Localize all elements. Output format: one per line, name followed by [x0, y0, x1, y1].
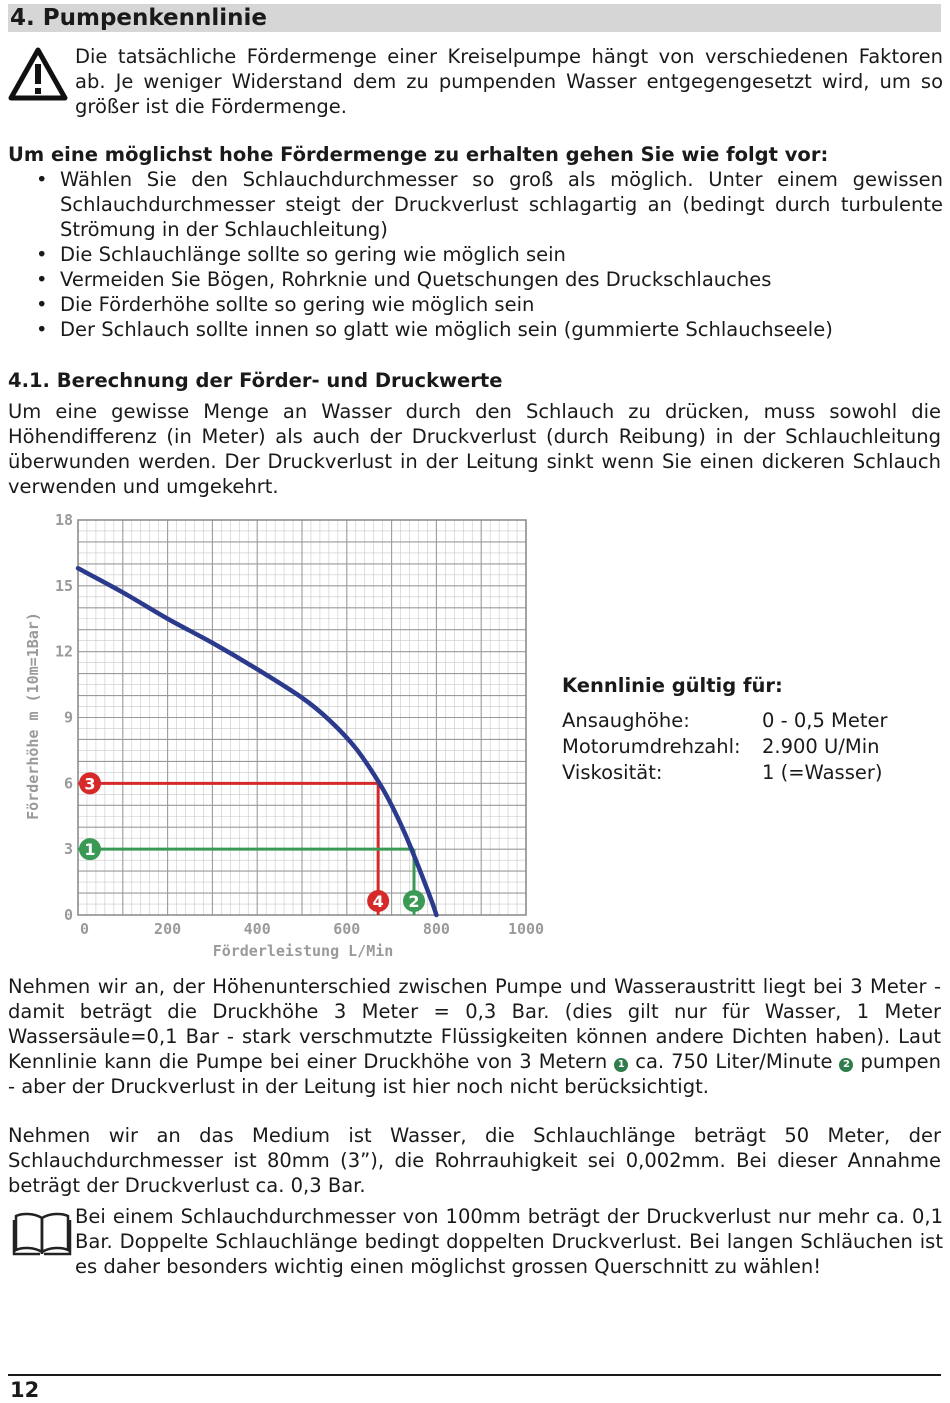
marker-2-icon: 2	[839, 1058, 853, 1072]
spec-value: 1 (=Wasser)	[762, 761, 883, 784]
warning-icon	[8, 46, 68, 102]
annotation-marker-2	[403, 890, 425, 912]
spec-block	[562, 673, 942, 786]
footer-rule	[8, 1374, 941, 1376]
y-axis-label: Förderhöhe m (10m=1Bar)	[24, 612, 42, 820]
spec-label: Motorumdrehzahl:	[562, 735, 741, 758]
annotation-marker-4	[367, 890, 389, 912]
book-icon	[12, 1210, 72, 1256]
example-paragraph: Nehmen wir an, der Höhenunterschied zwischen Pumpe und Wasseraustritt liegt bei 3 Meter - damit beträgt die Druckhöhe 3 Meter = 0,3 Bar. (dies gilt nur für Wasser, 1 Meter Wassersäule=0,1 Bar - stark verschmutzte Flüssigkeiten können andere Dichten haben). Laut Kennlinie kann die Pumpe bei einer Druckhöhe von 3 Metern 1 ca. 750 Liter/Minute 2 pumpen - aber der Druckverlust in der Leitung ist hier noch nicht berücksichtigt.	[8, 975, 941, 1098]
list-item: • Der Schlauch sollte innen so glatt wie möglich sein (gummierte Schlauchseele)	[36, 318, 833, 341]
bullet-icon: •	[36, 243, 48, 266]
y-tick-label: 0	[63, 906, 73, 924]
spec-value: 0 - 0,5 Meter	[762, 709, 888, 732]
spec-value: 2.900 U/Min	[762, 735, 880, 758]
list-item: • Vermeiden Sie Bögen, Rohrknie und Quetschungen des Druckschlauches	[36, 268, 772, 291]
spec-row	[562, 760, 942, 786]
x-tick-label: 1000	[507, 920, 545, 938]
bullet-icon: •	[36, 293, 48, 316]
annotation-marker-1	[79, 838, 101, 860]
spec-row	[562, 734, 942, 760]
tips-heading: Um eine möglichst hohe Fördermenge zu erhalten gehen Sie wie folgt vor:	[8, 143, 829, 166]
marker-label: 1	[84, 840, 96, 860]
pump-curve-chart	[0, 500, 560, 970]
marker-label: 3	[84, 774, 96, 794]
x-tick-label: 400	[243, 920, 271, 938]
marker-label: 4	[372, 892, 384, 911]
y-tick-label: 18	[54, 511, 73, 529]
list-item: • Die Schlauchlänge sollte so gering wie möglich sein	[36, 243, 566, 266]
tips-list	[8, 167, 943, 342]
bullet-icon: •	[36, 318, 48, 341]
x-tick-label: 800	[422, 920, 450, 938]
y-tick-label: 15	[54, 576, 73, 595]
x-tick-label: 0	[80, 920, 90, 938]
y-tick-label: 9	[63, 708, 73, 727]
spec-row	[562, 708, 942, 734]
y-tick-label: 6	[63, 774, 73, 793]
marker-1-icon: 1	[614, 1058, 628, 1072]
pressure-loss-paragraph: Nehmen wir an das Medium ist Wasser, die Schlauchlänge beträgt 50 Meter, der Schlauchdurchmesser ist 80mm (3”), die Rohrrauhigkeit sei 0,002mm. Bei dieser Annahme beträgt der Druckverlust ca. 0,3 Bar.	[8, 1124, 941, 1197]
warning-text: Die tatsächliche Fördermenge einer Kreiselpumpe hängt von verschiedenen Faktoren ab. Je weniger Widerstand dem zu pumpenden Wasser entgegengesetzt wird, um so größer ist die Fördermenge.	[75, 45, 943, 118]
bullet-icon: •	[36, 268, 48, 291]
spec-label: Viskosität:	[562, 761, 663, 784]
bullet-icon: •	[36, 168, 48, 191]
marker-label: 2	[408, 892, 420, 911]
x-axis-label: Förderleistung L/Min	[212, 942, 394, 960]
section-paragraph: Um eine gewisse Menge an Wasser durch den Schlauch zu drücken, muss sowohl die Höhendifferenz (in Meter) als auch der Druckverlust (durch Reibung) in der Schlauchleitung überwunden werden. Der Druckverlust in der Leitung sinkt wenn Sie einen dickeren Schlauch verwenden und umgekehrt.	[8, 400, 941, 498]
warning-block	[8, 44, 943, 119]
page-number: 12	[10, 1378, 40, 1402]
y-tick-label: 12	[54, 642, 73, 661]
note-text: Bei einem Schlauchdurchmesser von 100mm beträgt der Druckverlust nur mehr ca. 0,1 Bar. Doppelte Schlauchlänge bedingt doppelten Druckverlust. Bei langen Schläuchen ist es daher besonders wichtig einen möglichst grossen Querschnitt zu wählen!	[75, 1205, 943, 1278]
y-tick-label: 3	[63, 840, 73, 859]
list-item: • Wählen Sie den Schlauchdurchmesser so groß als möglich. Unter einem gewissen Schlauchdurchmesser steigt der Druckverlust schlagartig an (bedingt durch turbulente Strömung in der Schlauchleitung)	[36, 168, 943, 241]
list-item: • Die Förderhöhe sollte so gering wie möglich sein	[36, 293, 535, 316]
x-tick-label: 600	[333, 920, 361, 938]
x-tick-label: 200	[154, 920, 182, 938]
page-title: 4. Pumpenkennlinie	[8, 4, 941, 32]
spec-title: Kennlinie gültig für:	[562, 674, 783, 697]
spec-label: Ansaughöhe:	[562, 709, 690, 732]
annotation-marker-3	[79, 772, 101, 794]
section-title: 4.1. Berechnung der Förder- und Druckwerte	[8, 369, 503, 392]
note-block	[8, 1204, 943, 1279]
